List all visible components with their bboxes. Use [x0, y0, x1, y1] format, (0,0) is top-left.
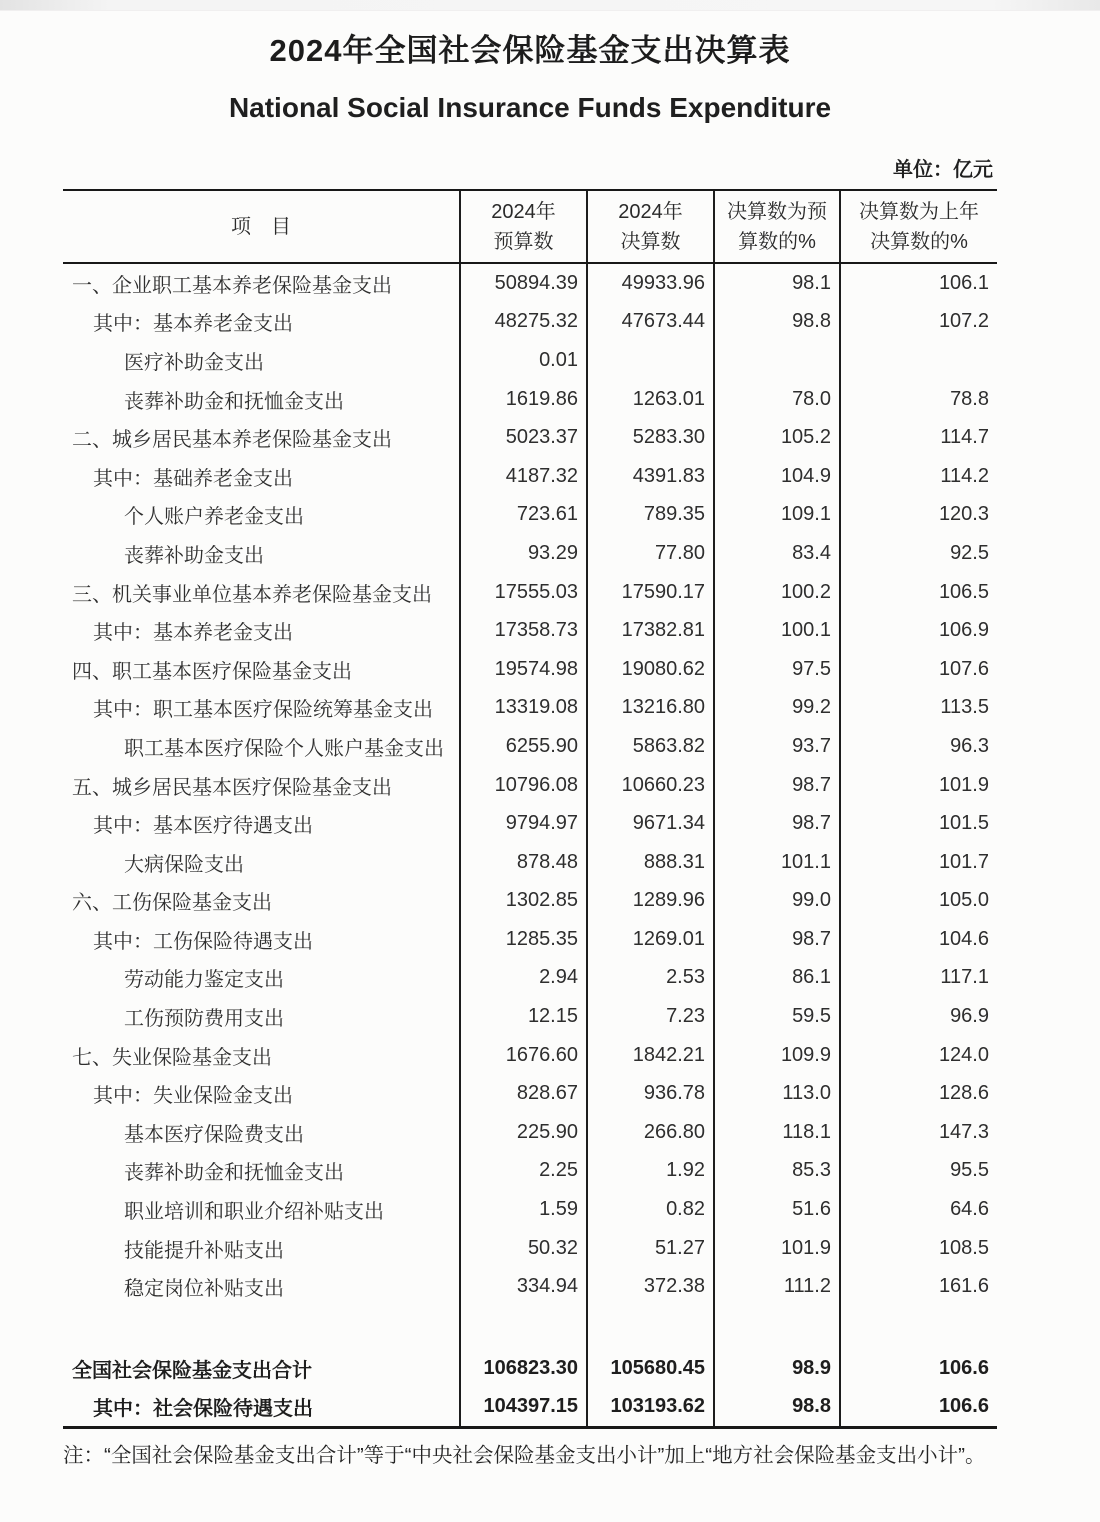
item-cell: 四、职工基本医疗保险基金支出 — [72, 660, 352, 683]
pct-of-budget-cell: 98.1 — [713, 264, 839, 303]
pct-of-prev-year-cell: 161.6 — [839, 1267, 997, 1306]
pct-of-prev-year-cell: 64.6 — [839, 1190, 997, 1229]
budget-2024-cell: 828.67 — [459, 1074, 586, 1113]
budget-2024-cell: 104397.15 — [459, 1388, 586, 1427]
item-cell: 职工基本医疗保险个人账户基金支出 — [124, 737, 444, 760]
pct-of-budget-cell: 86.1 — [713, 959, 839, 998]
budget-2024-cell: 0.01 — [459, 341, 586, 380]
pct-of-prev-year-cell: 106.1 — [839, 264, 997, 303]
pct-of-prev-year-cell: 107.2 — [839, 303, 997, 342]
final-2024-cell: 5863.82 — [586, 727, 713, 766]
final-2024-cell: 9671.34 — [586, 804, 713, 843]
pct-of-prev-year-cell: 124.0 — [839, 1036, 997, 1075]
item-cell: 丧葬补助金和抚恤金支出 — [124, 390, 344, 413]
pct-of-prev-year-cell: 101.7 — [839, 843, 997, 882]
header-budget-line2: 预算数 — [493, 230, 554, 253]
table-row — [63, 997, 997, 1036]
pct-of-prev-year-cell: 128.6 — [839, 1074, 997, 1113]
final-2024-cell: 103193.62 — [586, 1388, 713, 1427]
budget-2024-cell: 2.25 — [459, 1152, 586, 1191]
pct-of-prev-year-cell: 96.3 — [839, 727, 997, 766]
pct-of-prev-year-cell: 108.5 — [839, 1229, 997, 1268]
pct-of-budget-cell: 93.7 — [713, 727, 839, 766]
table-totals — [63, 1349, 997, 1426]
pct-of-budget-cell: 109.1 — [713, 496, 839, 535]
table-row — [63, 689, 997, 728]
spacer-row — [63, 1306, 997, 1349]
table-row — [63, 1349, 997, 1388]
pct-of-budget-cell: 98.8 — [713, 1388, 839, 1427]
item-cell: 五、城乡居民基本医疗保险基金支出 — [72, 776, 392, 799]
pct-of-budget-cell: 83.4 — [713, 534, 839, 573]
final-2024-cell: 47673.44 — [586, 303, 713, 342]
pct-of-prev-year-cell: 114.7 — [839, 418, 997, 457]
pct-of-prev-year-cell: 78.8 — [839, 380, 997, 419]
pct-of-prev-year-cell: 96.9 — [839, 997, 997, 1036]
item-cell: 其中：基础养老金支出 — [93, 467, 293, 490]
budget-2024-cell: 13319.08 — [459, 689, 586, 728]
pct-of-budget-cell: 98.7 — [713, 804, 839, 843]
table-row — [63, 1267, 997, 1306]
budget-2024-cell: 225.90 — [459, 1113, 586, 1152]
final-2024-cell: 10660.23 — [586, 766, 713, 805]
pct-of-prev-year-cell: 105.0 — [839, 882, 997, 921]
final-2024-cell: 1289.96 — [586, 882, 713, 921]
final-2024-cell: 105680.45 — [586, 1349, 713, 1388]
budget-2024-cell: 106823.30 — [459, 1349, 586, 1388]
pct-of-prev-year-cell: 95.5 — [839, 1152, 997, 1191]
pct-of-budget-cell: 98.9 — [713, 1349, 839, 1388]
final-2024-cell: 888.31 — [586, 843, 713, 882]
pct-of-budget-cell — [713, 341, 839, 380]
budget-2024-cell: 878.48 — [459, 843, 586, 882]
table-row — [63, 882, 997, 921]
table-row — [63, 534, 997, 573]
table-row — [63, 264, 997, 303]
budget-2024-cell: 50894.39 — [459, 264, 586, 303]
pct-of-budget-cell: 97.5 — [713, 650, 839, 689]
table-body — [63, 264, 997, 1306]
final-2024-cell: 5283.30 — [586, 418, 713, 457]
pct-of-prev-year-cell: 107.6 — [839, 650, 997, 689]
table-row — [63, 341, 997, 380]
budget-2024-cell: 6255.90 — [459, 727, 586, 766]
table-row — [63, 1036, 997, 1075]
header-item — [63, 191, 459, 262]
header-pct-budget-line2: 算数的% — [738, 230, 816, 253]
pct-of-budget-cell: 78.0 — [713, 380, 839, 419]
pct-of-prev-year-cell: 120.3 — [839, 496, 997, 535]
pct-of-prev-year-cell: 106.5 — [839, 573, 997, 612]
final-2024-cell: 51.27 — [586, 1229, 713, 1268]
table-row — [63, 1113, 997, 1152]
table-row — [63, 573, 997, 612]
budget-2024-cell: 50.32 — [459, 1229, 586, 1268]
final-2024-cell: 13216.80 — [586, 689, 713, 728]
item-cell: 丧葬补助金和抚恤金支出 — [124, 1162, 344, 1185]
item-cell: 劳动能力鉴定支出 — [124, 969, 284, 992]
item-cell: 职业培训和职业介绍补贴支出 — [124, 1201, 384, 1224]
table-row — [63, 727, 997, 766]
header-final-line2: 决算数 — [620, 230, 681, 253]
budget-2024-cell: 1.59 — [459, 1190, 586, 1229]
pct-of-budget-cell: 100.2 — [713, 573, 839, 612]
pct-of-budget-cell: 98.7 — [713, 920, 839, 959]
pct-of-budget-cell: 101.9 — [713, 1229, 839, 1268]
final-2024-cell: 1.92 — [586, 1152, 713, 1191]
pct-of-budget-cell: 118.1 — [713, 1113, 839, 1152]
header-pct-budget-line1: 决算数为预 — [727, 200, 827, 223]
table-row — [63, 418, 997, 457]
pct-of-budget-cell: 99.2 — [713, 689, 839, 728]
top-edge-strip — [0, 0, 1100, 11]
final-2024-cell: 1263.01 — [586, 380, 713, 419]
budget-2024-cell: 93.29 — [459, 534, 586, 573]
final-2024-cell: 19080.62 — [586, 650, 713, 689]
item-cell: 其中：失业保险金支出 — [93, 1085, 293, 1108]
final-2024-cell: 2.53 — [586, 959, 713, 998]
table-row — [63, 1190, 997, 1229]
final-2024-cell: 0.82 — [586, 1190, 713, 1229]
pct-of-prev-year-cell: 106.6 — [839, 1349, 997, 1388]
header-budget-2024 — [459, 191, 586, 262]
table-row — [63, 303, 997, 342]
final-2024-cell: 936.78 — [586, 1074, 713, 1113]
item-cell: 六、工伤保险基金支出 — [72, 892, 272, 915]
pct-of-budget-cell: 100.1 — [713, 611, 839, 650]
pct-of-budget-cell: 101.1 — [713, 843, 839, 882]
pct-of-prev-year-cell: 106.9 — [839, 611, 997, 650]
item-cell: 稳定岗位补贴支出 — [124, 1278, 284, 1301]
budget-2024-cell: 334.94 — [459, 1267, 586, 1306]
pct-of-budget-cell: 85.3 — [713, 1152, 839, 1191]
item-cell: 其中：社会保险待遇支出 — [93, 1398, 313, 1421]
item-cell: 全国社会保险基金支出合计 — [72, 1359, 312, 1382]
table-header-row — [63, 191, 997, 264]
pct-of-prev-year-cell: 147.3 — [839, 1113, 997, 1152]
item-cell: 一、企业职工基本养老保险基金支出 — [72, 274, 392, 297]
item-cell: 医疗补助金支出 — [124, 351, 264, 374]
item-cell: 技能提升补贴支出 — [124, 1239, 284, 1262]
final-2024-cell: 17382.81 — [586, 611, 713, 650]
header-pct-prev-line2: 决算数的% — [870, 230, 968, 253]
final-2024-cell: 372.38 — [586, 1267, 713, 1306]
header-final-line1: 2024年 — [618, 200, 683, 223]
item-cell: 大病保险支出 — [124, 853, 244, 876]
item-cell: 其中：基本医疗待遇支出 — [93, 815, 313, 838]
pct-of-prev-year-cell: 117.1 — [839, 959, 997, 998]
pct-of-budget-cell: 104.9 — [713, 457, 839, 496]
table-row — [63, 457, 997, 496]
table-row — [63, 496, 997, 535]
pct-of-prev-year-cell — [839, 341, 997, 380]
footnote: 注：“全国社会保险基金支出合计”等于“中央社会保险基金支出小计”加上“地方社会保险基金支出小计”。 — [63, 1444, 986, 1468]
final-2024-cell: 266.80 — [586, 1113, 713, 1152]
budget-2024-cell: 723.61 — [459, 496, 586, 535]
expenditure-table — [63, 189, 997, 1429]
budget-2024-cell: 2.94 — [459, 959, 586, 998]
table-row — [63, 650, 997, 689]
header-budget-line1: 2024年 — [491, 200, 556, 223]
final-2024-cell: 17590.17 — [586, 573, 713, 612]
pct-of-budget-cell: 99.0 — [713, 882, 839, 921]
pct-of-prev-year-cell: 104.6 — [839, 920, 997, 959]
pct-of-budget-cell: 109.9 — [713, 1036, 839, 1075]
pct-of-prev-year-cell: 106.6 — [839, 1388, 997, 1427]
budget-2024-cell: 1676.60 — [459, 1036, 586, 1075]
pct-of-prev-year-cell: 114.2 — [839, 457, 997, 496]
table-row — [63, 1152, 997, 1191]
final-2024-cell: 77.80 — [586, 534, 713, 573]
pct-of-prev-year-cell: 113.5 — [839, 689, 997, 728]
budget-2024-cell: 5023.37 — [459, 418, 586, 457]
table-row — [63, 1074, 997, 1113]
budget-2024-cell: 1302.85 — [459, 882, 586, 921]
final-2024-cell: 789.35 — [586, 496, 713, 535]
item-cell: 其中：职工基本医疗保险统筹基金支出 — [93, 699, 433, 722]
final-2024-cell: 4391.83 — [586, 457, 713, 496]
item-cell: 丧葬补助金支出 — [124, 544, 264, 567]
document-title-chinese: 2024年全国社会保险基金支出决算表 — [269, 33, 791, 68]
final-2024-cell — [586, 341, 713, 380]
pct-of-budget-cell: 59.5 — [713, 997, 839, 1036]
header-pct-of-prev-year — [839, 191, 997, 262]
budget-2024-cell: 1619.86 — [459, 380, 586, 419]
header-pct-of-budget — [713, 191, 839, 262]
table-row — [63, 380, 997, 419]
item-cell: 三、机关事业单位基本养老保险基金支出 — [72, 583, 432, 606]
item-cell: 工伤预防费用支出 — [124, 1008, 284, 1031]
header-pct-prev-line1: 决算数为上年 — [859, 200, 979, 223]
budget-2024-cell: 17358.73 — [459, 611, 586, 650]
item-cell: 个人账户养老金支出 — [124, 506, 304, 529]
item-cell: 二、城乡居民基本养老保险基金支出 — [72, 429, 392, 452]
pct-of-budget-cell: 98.7 — [713, 766, 839, 805]
header-final-2024 — [586, 191, 713, 262]
item-cell: 七、失业保险基金支出 — [72, 1046, 272, 1069]
budget-2024-cell: 12.15 — [459, 997, 586, 1036]
final-2024-cell: 1842.21 — [586, 1036, 713, 1075]
budget-2024-cell: 17555.03 — [459, 573, 586, 612]
budget-2024-cell: 19574.98 — [459, 650, 586, 689]
item-cell: 其中：基本养老金支出 — [93, 313, 293, 336]
table-row — [63, 766, 997, 805]
pct-of-budget-cell: 98.8 — [713, 303, 839, 342]
pct-of-prev-year-cell: 101.5 — [839, 804, 997, 843]
budget-2024-cell: 10796.08 — [459, 766, 586, 805]
final-2024-cell: 49933.96 — [586, 264, 713, 303]
item-cell: 其中：基本养老金支出 — [93, 622, 293, 645]
final-2024-cell: 1269.01 — [586, 920, 713, 959]
document-content — [63, 29, 997, 1478]
pct-of-prev-year-cell: 101.9 — [839, 766, 997, 805]
item-cell: 其中：工伤保险待遇支出 — [93, 930, 313, 953]
table-row — [63, 959, 997, 998]
final-2024-cell: 7.23 — [586, 997, 713, 1036]
document-title-english: National Social Insurance Funds Expenditure — [228, 92, 832, 123]
item-cell: 基本医疗保险费支出 — [124, 1123, 304, 1146]
budget-2024-cell: 4187.32 — [459, 457, 586, 496]
pct-of-budget-cell: 111.2 — [713, 1267, 839, 1306]
table-row — [63, 843, 997, 882]
pct-of-budget-cell: 105.2 — [713, 418, 839, 457]
table-row — [63, 804, 997, 843]
header-item-label: 项 目 — [231, 215, 291, 238]
unit-label: 单位：亿元 — [893, 159, 993, 181]
table-row — [63, 920, 997, 959]
budget-2024-cell: 1285.35 — [459, 920, 586, 959]
pct-of-budget-cell: 113.0 — [713, 1074, 839, 1113]
table-row — [63, 611, 997, 650]
pct-of-prev-year-cell: 92.5 — [839, 534, 997, 573]
table-row — [63, 1229, 997, 1268]
budget-2024-cell: 9794.97 — [459, 804, 586, 843]
pct-of-budget-cell: 51.6 — [713, 1190, 839, 1229]
table-row — [63, 1388, 997, 1427]
budget-2024-cell: 48275.32 — [459, 303, 586, 342]
